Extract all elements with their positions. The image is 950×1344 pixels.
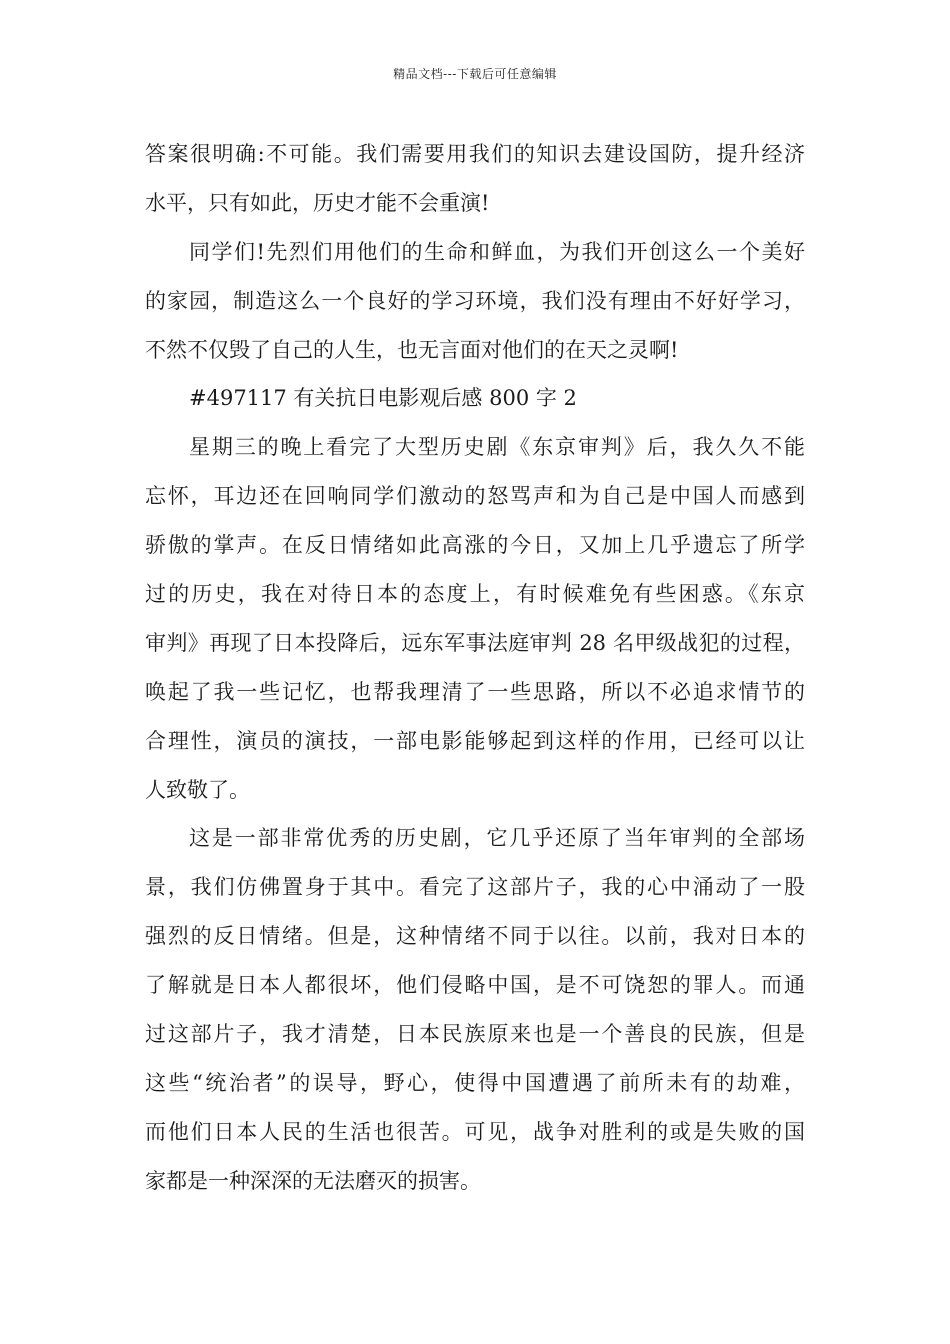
text-line: #497117 有关抗日电影观后感 800 字 2	[189, 386, 577, 411]
text-line: 家都是一种深深的无法磨灭的损害。	[145, 1168, 481, 1193]
document-body	[145, 130, 805, 1206]
text-line: 人致敬了。	[145, 777, 250, 802]
text-line: 唤起了我一些记忆，也帮我理清了一些思路，所以不必追求情节的	[145, 679, 805, 704]
text-line: 合理性，演员的演技，一部电影能够起到这样的作用，已经可以让	[145, 728, 805, 753]
text-line: 审判》再现了日本投降后，远东军事法庭审判 28 名甲级战犯的过程，	[145, 630, 805, 655]
text-line: 骄傲的掌声。在反日情绪如此高涨的今日，又加上几乎遗忘了所学	[145, 533, 805, 558]
text-line: 的家园，制造这么一个良好的学习环境，我们没有理由不好好学习，	[145, 288, 805, 313]
text-line: 强烈的反日情绪。但是，这种情绪不同于以往。以前，我对日本的	[145, 924, 805, 949]
text-line: 水平，只有如此，历史才能不会重演!	[145, 190, 490, 215]
text-line: 这是一部非常优秀的历史剧，它几乎还原了当年审判的全部场	[189, 826, 805, 851]
text-line: 答案很明确:不可能。我们需要用我们的知识去建设国防，提升经济	[145, 142, 805, 166]
text-line: 不然不仅毁了自己的人生，也无言面对他们的在天之灵啊!	[145, 337, 679, 362]
text-line: 了解就是日本人都很坏，他们侵略中国，是不可饶恕的罪人。而通	[145, 973, 805, 998]
text-line: 过这部片子，我才清楚，日本民族原来也是一个善良的民族，但是	[145, 1022, 805, 1047]
text-line: 同学们!先烈们用他们的生命和鲜血，为我们开创这么一个美好	[189, 239, 805, 264]
text-line: 过的历史，我在对待日本的态度上，有时候难免有些困惑。《东京	[145, 582, 805, 607]
text-line: 星期三的晚上看完了大型历史剧《东京审判》后，我久久不能	[189, 435, 805, 460]
text-line: 景，我们仿佛置身于其中。看完了这部片子，我的心中涌动了一股	[145, 875, 805, 900]
text-line: 而他们日本人民的生活也很苦。可见，战争对胜利的或是失败的国	[145, 1119, 805, 1144]
page-header: 精品文档---下载后可任意编辑	[393, 67, 557, 81]
text-line: 忘怀，耳边还在回响同学们激动的怒骂声和为自己是中国人而感到	[145, 484, 805, 509]
text-line: 这些“统治者”的误导，野心，使得中国遭遇了前所未有的劫难，	[145, 1070, 805, 1095]
